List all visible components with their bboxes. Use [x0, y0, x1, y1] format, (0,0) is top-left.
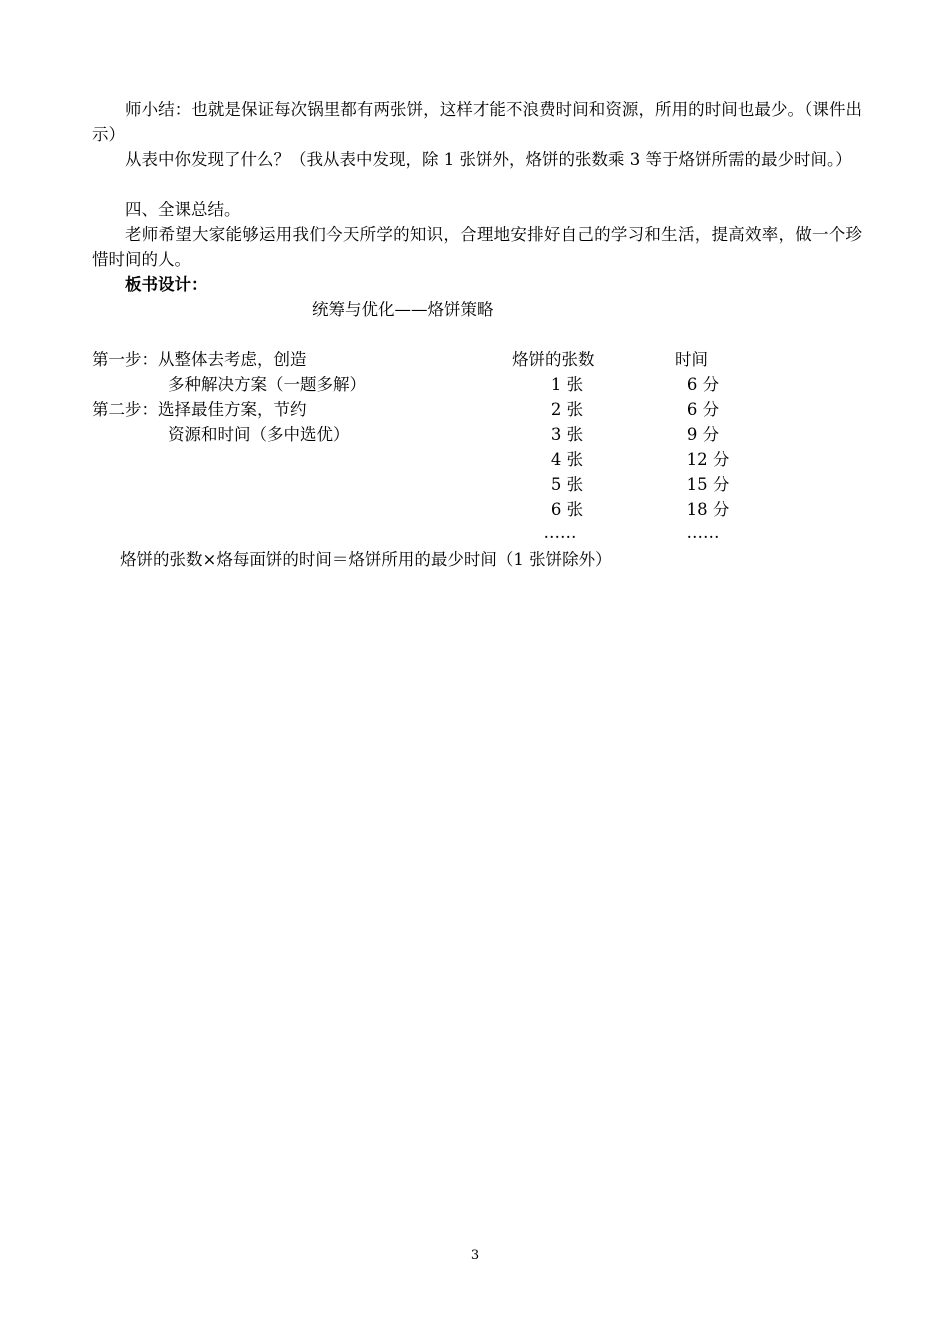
- step-two-sub: 资源和时间（多中选优）: [168, 425, 350, 444]
- table-cell-count: 1 张: [550, 375, 584, 394]
- step-one-label: 第一步：从整体去考虑，创造: [92, 350, 307, 369]
- table-cell-time: 6 分: [686, 375, 720, 394]
- table-cell-count: 2 张: [550, 400, 584, 419]
- discovery-paragraph: 从表中你发现了什么？（我从表中发现，除 1 张饼外，烙饼的张数乘 3 等于烙饼所需的最少时间。）: [125, 150, 852, 169]
- table-cell-time: 9 分: [686, 425, 720, 444]
- table-header-count: 烙饼的张数: [512, 350, 595, 369]
- board-title: 统筹与优化——烙饼策略: [312, 300, 494, 319]
- table-cell-count: ……: [543, 523, 577, 542]
- table-cell-count: 6 张: [550, 500, 584, 519]
- step-two-label: 第二步：选择最佳方案，节约: [92, 400, 307, 419]
- table-cell-time: 6 分: [686, 400, 720, 419]
- table-cell-time: 15 分: [686, 475, 730, 494]
- step-one-sub: 多种解决方案（一题多解）: [168, 375, 366, 394]
- table-header-time: 时间: [675, 350, 708, 369]
- section-heading: 四、全课总结。: [125, 200, 241, 219]
- table-cell-time: ……: [686, 523, 720, 542]
- table-cell-count: 4 张: [550, 450, 584, 469]
- table-cell-time: 18 分: [686, 500, 730, 519]
- table-cell-count: 5 张: [550, 475, 584, 494]
- table-cell-count: 3 张: [550, 425, 584, 444]
- board-design-heading: 板书设计：: [125, 275, 208, 294]
- formula-line: 烙饼的张数×烙每面饼的时间＝烙饼所用的最少时间（1 张饼除外）: [120, 550, 612, 569]
- closing-paragraph: 老师希望大家能够运用我们今天所学的知识，合理地安排好自己的学习和生活，提高效率，做一个珍惜时间的人。: [92, 225, 862, 269]
- table-cell-time: 12 分: [686, 450, 730, 469]
- page-number: 3: [470, 1248, 480, 1263]
- summary-paragraph: 师小结：也就是保证每次锅里都有两张饼，这样才能不浪费时间和资源，所用的时间也最少。（课件出示）: [92, 100, 862, 144]
